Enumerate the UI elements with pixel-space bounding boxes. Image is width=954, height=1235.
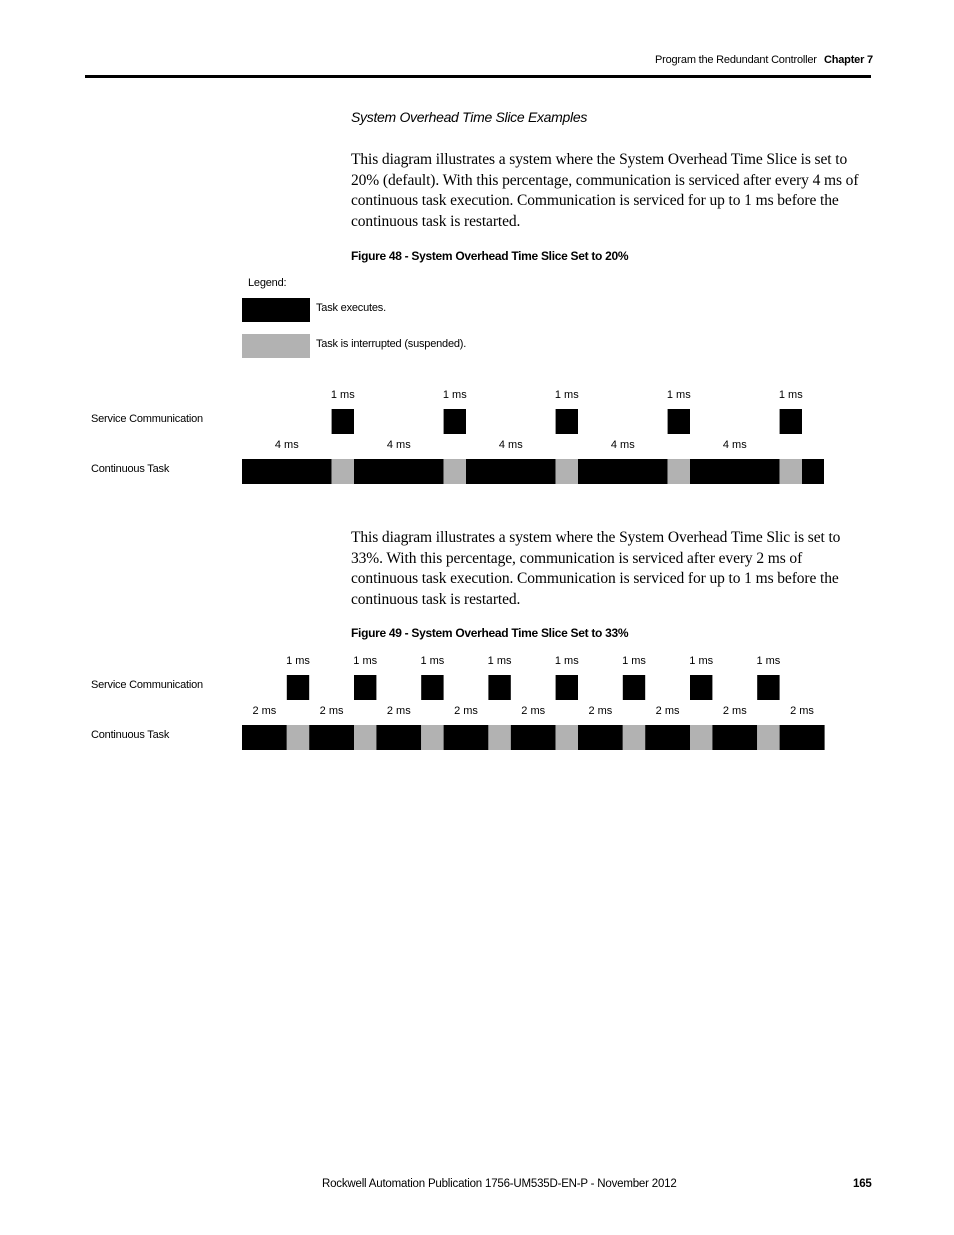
fig48-task-interrupt-segment — [556, 459, 578, 484]
fig48-task-run-segment — [578, 459, 668, 484]
section-subheading: System Overhead Time Slice Examples — [351, 109, 588, 125]
fig48-service-block — [780, 409, 802, 434]
fig49-service-duration-label: 1 ms — [689, 655, 714, 667]
fig49-service-duration-label: 1 ms — [622, 655, 646, 667]
fig48-task-interrupt-segment — [668, 459, 690, 484]
fig48-task-run-segment — [802, 459, 824, 484]
fig48-task-interrupt-segment — [332, 459, 354, 484]
fig49-task-interrupt-segment — [757, 725, 779, 750]
fig49-task-interrupt-segment — [690, 725, 712, 750]
fig48-task-run-segment — [690, 459, 780, 484]
fig49-service-duration-label: 1 ms — [286, 655, 310, 667]
fig48-task-duration-label: 4 ms — [386, 439, 411, 451]
fig48-service-duration-label: 1 ms — [554, 389, 579, 401]
fig49-service-block — [488, 675, 510, 700]
paragraph-33-percent: This diagram illustrates a system where the System Overhead Time Slic is set to 33%. With this percentage, communication is serviced after every 2 ms of continuous task execution. Communication is serviced for up to 1 ms before the continuous task is restarted. — [351, 529, 841, 608]
fig49-task-duration-label: 2 ms — [252, 705, 277, 717]
legend-interrupt-swatch — [242, 334, 310, 358]
running-header-title: Program the Redundant Controller — [655, 54, 817, 66]
fig49-service-block — [757, 675, 779, 700]
fig49-task-duration-label: 2 ms — [319, 705, 344, 717]
fig48-service-block — [668, 409, 690, 434]
fig49-service-duration-label: 1 ms — [756, 655, 781, 667]
fig49-service-block — [556, 675, 578, 700]
fig48-task-run-segment — [242, 459, 332, 484]
fig48-service-block — [556, 409, 578, 434]
fig48-task-run-segment — [354, 459, 444, 484]
fig48-task-duration-label: 4 ms — [722, 439, 747, 451]
fig49-task-interrupt-segment — [623, 725, 645, 750]
fig48-service-block — [444, 409, 466, 434]
fig49-service-block — [690, 675, 712, 700]
fig49-task-run-segment — [376, 725, 421, 750]
fig49-service-duration-label: 1 ms — [554, 655, 579, 667]
fig49-service-duration-label: 1 ms — [353, 655, 378, 667]
fig49-task-run-segment — [780, 725, 825, 750]
fig49-task-duration-label: 2 ms — [454, 705, 478, 717]
fig48-continuous-row-label: Continuous Task — [91, 463, 170, 475]
fig49-task-run-segment — [242, 725, 287, 750]
fig49-service-row-label: Service Communication — [91, 679, 203, 691]
page-number: 165 — [853, 1178, 872, 1190]
fig49-task-interrupt-segment — [556, 725, 578, 750]
fig49-service-block — [287, 675, 309, 700]
figure-49-title: Figure 49 - System Overhead Time Slice Set to 33% — [351, 626, 629, 640]
fig49-continuous-row-label: Continuous Task — [91, 729, 170, 741]
fig49-task-interrupt-segment — [421, 725, 443, 750]
fig49-task-duration-label: 2 ms — [722, 705, 747, 717]
fig48-task-duration-label: 4 ms — [610, 439, 635, 451]
paragraph-20-percent: This diagram illustrates a system where the System Overhead Time Slice is set to 20% (default). With this percentage, communication is serviced after every 4 ms of continuous task execution. Communication is serviced for up to 1 ms before the continuous task is restarted. — [351, 151, 859, 230]
running-header-chapter: Chapter 7 — [824, 54, 873, 66]
fig49-task-interrupt-segment — [287, 725, 309, 750]
fig49-service-block — [623, 675, 645, 700]
fig49-task-interrupt-segment — [354, 725, 376, 750]
fig49-service-block — [421, 675, 443, 700]
fig48-task-duration-label: 4 ms — [274, 439, 299, 451]
fig49-task-duration-label: 2 ms — [386, 705, 411, 717]
fig49-task-interrupt-segment — [488, 725, 510, 750]
fig49-task-duration-label: 2 ms — [790, 705, 814, 717]
fig48-service-duration-label: 1 ms — [330, 389, 355, 401]
fig48-service-duration-label: 1 ms — [442, 389, 467, 401]
legend-execute-text: Task executes. — [316, 302, 386, 314]
fig49-service-block — [354, 675, 376, 700]
figure-48-title: Figure 48 - System Overhead Time Slice Set to 20% — [351, 249, 629, 263]
fig49-task-run-segment — [309, 725, 354, 750]
legend-interrupt-text: Task is interrupted (suspended). — [316, 338, 467, 350]
fig48-task-interrupt-segment — [780, 459, 802, 484]
fig49-task-run-segment — [444, 725, 489, 750]
fig48-task-duration-label: 4 ms — [498, 439, 523, 451]
fig48-task-interrupt-segment — [444, 459, 466, 484]
fig49-task-duration-label: 2 ms — [655, 705, 680, 717]
fig49-task-duration-label: 2 ms — [588, 705, 613, 717]
fig49-service-duration-label: 1 ms — [487, 655, 512, 667]
fig49-task-run-segment — [645, 725, 690, 750]
fig49-task-duration-label: 2 ms — [521, 705, 546, 717]
fig48-service-duration-label: 1 ms — [778, 389, 803, 401]
header-rule — [85, 75, 871, 78]
fig48-service-row-label: Service Communication — [91, 413, 203, 425]
fig49-service-duration-label: 1 ms — [420, 655, 445, 667]
fig49-task-run-segment — [712, 725, 757, 750]
fig48-service-block — [332, 409, 354, 434]
fig49-task-run-segment — [511, 725, 556, 750]
legend-label: Legend: — [248, 277, 287, 289]
fig48-task-run-segment — [466, 459, 556, 484]
fig48-service-duration-label: 1 ms — [666, 389, 691, 401]
legend-execute-swatch — [242, 298, 310, 322]
fig49-task-run-segment — [578, 725, 623, 750]
footer-publication: Rockwell Automation Publication 1756-UM535D-EN-P - November 2012 — [322, 1178, 677, 1190]
